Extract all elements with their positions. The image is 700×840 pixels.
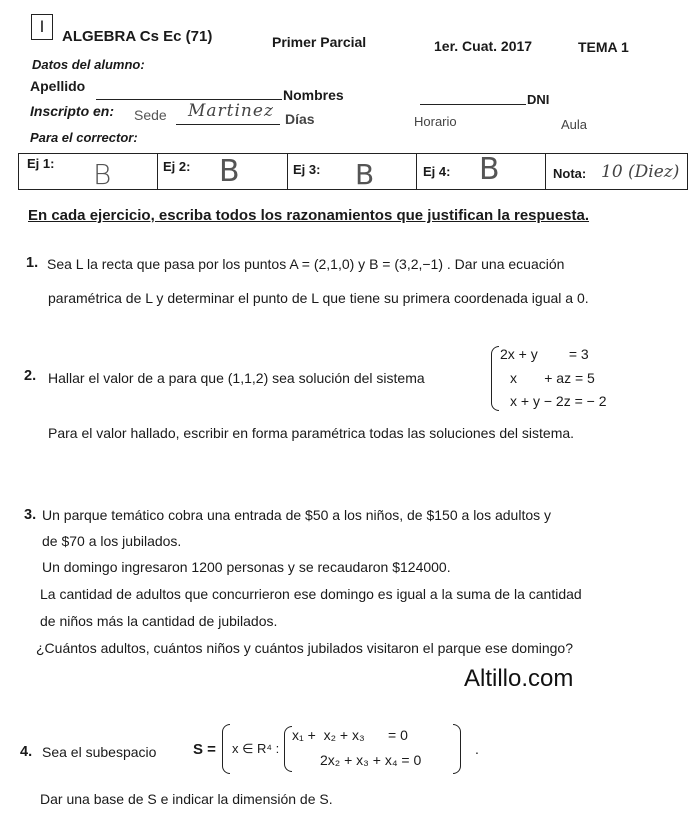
q3-line1: Un parque temático cobra una entrada de $50 a los niños, de $150 a los adultos y [42, 507, 552, 523]
q2-line2: Para el valor hallado, escribir en forma paramétrica todas las soluciones del sistema. [48, 425, 575, 441]
q4-eq2: 2x₂ + x₃ + x₄ = 0 [320, 752, 422, 768]
q4-period: . [475, 741, 479, 757]
grade-divider [157, 154, 158, 189]
q2-eq2: x + az = 5 [510, 370, 595, 386]
q4-eq1: x₁ + x₂ + x₃ = 0 [292, 727, 408, 743]
nota-label: Nota: [553, 166, 587, 181]
q3-line6: ¿Cuántos adultos, cuántos niños y cuántos jubilados visitaron el parque ese domingo? [36, 640, 573, 656]
q4-number: 4. [20, 744, 33, 760]
ej3-label: Ej 3: [293, 162, 321, 177]
q3-line4: La cantidad de adultos que concurrieron ese domingo es igual a la suma de la cantidad [40, 586, 582, 602]
ej4-label: Ej 4: [423, 164, 451, 179]
q1-line1: Sea L la recta que pasa por los puntos A = (2,1,0) y B = (3,2,−1) . Dar una ecuación [47, 256, 565, 272]
instruction-text: En cada ejercicio, escriba todos los razonamientos que justifican la respuesta. [28, 207, 590, 224]
apellido-label: Apellido [30, 78, 86, 94]
exam-number-box [31, 14, 53, 40]
sede-value: Martinez [188, 101, 274, 121]
grade-divider [416, 154, 417, 189]
q3-line3: Un domingo ingresaron 1200 personas y se recaudaron $124000. [42, 559, 451, 575]
inscripto-label: Inscripto en: [30, 103, 115, 119]
ej2-label: Ej 2: [163, 159, 191, 174]
ej2-grade: B [219, 154, 240, 189]
q4-set-name: S = [193, 741, 216, 758]
horario-label: Horario [414, 114, 457, 129]
q4-set-condition: x ∈ R⁴ : [232, 741, 280, 756]
corrector-label: Para el corrector: [30, 130, 138, 145]
nombres-label: Nombres [283, 87, 344, 103]
q1-number: 1. [26, 255, 39, 271]
q2-number: 2. [24, 368, 37, 384]
course-title: ALGEBRA Cs Ec (71) [62, 28, 213, 45]
ej4-grade: B [479, 152, 500, 187]
apellido-line[interactable] [96, 99, 282, 100]
q2-eq1: 2x + y = 3 [500, 346, 589, 362]
nombres-line[interactable] [420, 104, 526, 105]
q3-line2: de $70 a los jubilados. [42, 533, 182, 549]
q2-eq3: x + y − 2z = − 2 [510, 393, 607, 409]
q4-text: Sea el subespacio [42, 744, 157, 760]
aula-label: Aula [561, 117, 588, 132]
sede-line[interactable] [176, 124, 280, 125]
exam-term: 1er. Cuat. 2017 [434, 38, 533, 54]
q3-number: 3. [24, 507, 37, 523]
exam-number: I [39, 17, 45, 36]
dias-label: Días [285, 111, 315, 127]
ej1-label: Ej 1: [27, 156, 55, 171]
final-grade: 10 (Diez) [601, 162, 680, 182]
sede-label: Sede [134, 107, 167, 123]
grade-table [18, 153, 688, 190]
q4-system-brace [284, 726, 292, 772]
q4-set-open-brace [222, 724, 230, 774]
watermark-text: Altillo.com [464, 665, 574, 692]
exam-tema: TEMA 1 [578, 39, 629, 55]
q4-line2: Dar una base de S e indicar la dimensión de S. [40, 791, 333, 807]
student-data-label: Datos del alumno: [32, 57, 145, 72]
q3-line5: de niños más la cantidad de jubilados. [40, 613, 278, 629]
q1-line2: paramétrica de L y determinar el punto de L que tiene su primera coordenada igual a 0. [48, 290, 589, 306]
q4-set-close-brace [453, 724, 461, 774]
grade-divider [287, 154, 288, 189]
ej3-grade: B [355, 158, 375, 191]
q2-text: Hallar el valor de a para que (1,1,2) sea solución del sistema [48, 370, 425, 386]
q2-system-brace [491, 346, 499, 411]
ej1-grade: B [93, 158, 112, 191]
exam-title: Primer Parcial [272, 34, 367, 50]
dni-label: DNI [527, 92, 550, 107]
grade-divider [545, 154, 546, 189]
